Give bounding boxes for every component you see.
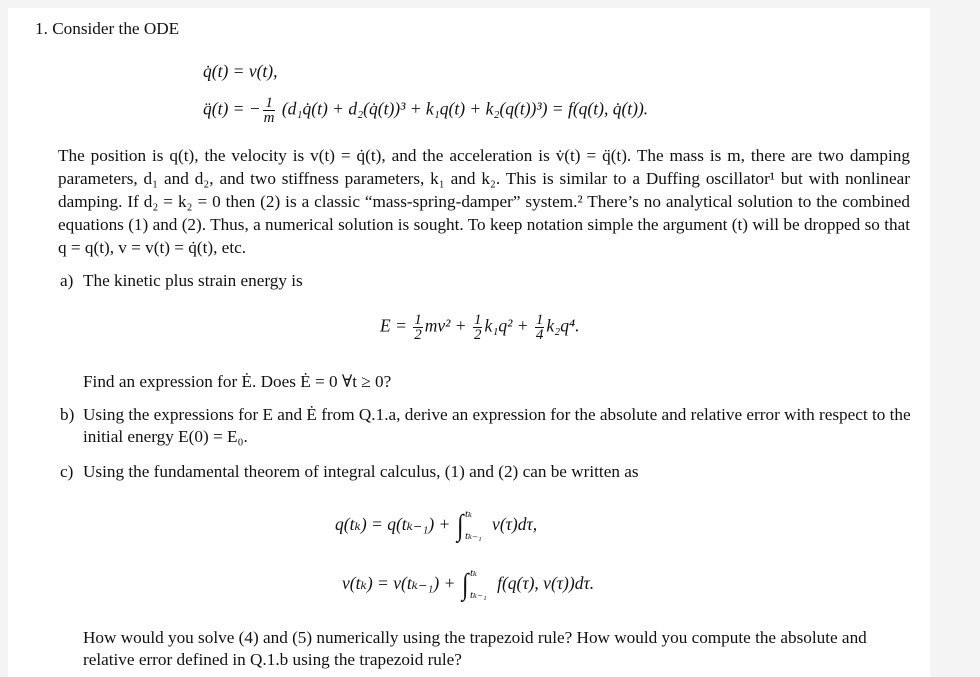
energy-term-2: k₁q² + xyxy=(484,315,529,336)
part-a-label: a) xyxy=(60,271,74,290)
problem-paragraph: The position is q(t), the velocity is v(t) = q̇(t), and the acceleration is v̇(t) = q̈(t). The mass is m, there are two damping parameters, d₁ and d₂, and two stiffness parameters, k₁ and k₂. This is similar to a Duffing oscillator¹ but with nonlinear damping. If d₂ = k₂ = 0 then (2) is a classic “mass-spring-damper” system.² There’s no analytical solution to the combined equations (1) and (2). Thus, a numerical solution is sought. To keep notation simple the argument (t) will be dropped so that q = q(t), v = v(t) = q̇(t), etc. xyxy=(58,146,910,257)
equation-5-lhs: v(tₖ) = v(tₖ₋₁) + xyxy=(342,573,456,594)
half-den: 2 xyxy=(414,327,422,343)
half-num-2: 1 xyxy=(473,312,482,328)
integral-sign: ∫ xyxy=(456,509,464,542)
upper-limit-2: tₖ xyxy=(470,567,478,579)
part-c-question: How would you solve (4) and (5) numerically using the trapezoid rule? How would you compute the absolute and relative error defined in Q.1.b using the trapezoid rule? xyxy=(83,628,867,669)
integral-sign-2: ∫ xyxy=(461,568,469,601)
energy-half-2 xyxy=(473,313,483,342)
fraction-numerator: 1 xyxy=(265,95,273,111)
half-num: 1 xyxy=(414,312,422,328)
lower-limit: tₖ₋₁ xyxy=(464,530,482,542)
equation-2-lhs: q̈(t) = − xyxy=(203,98,261,119)
part-a-question: Find an expression for Ė. Does Ė = 0 ∀t ≥ 0? xyxy=(83,372,392,391)
document-page xyxy=(8,8,930,677)
part-c-label: c) xyxy=(60,462,74,481)
part-b-text: Using the expressions for E and Ė from Q.1.a, derive an expression for the absolute and relative error with respect to the initial energy E(0) = E₀. xyxy=(83,405,911,446)
upper-limit: tₖ xyxy=(464,508,473,520)
equation-5-integrand: f(q(τ), v(τ))dτ. xyxy=(497,573,595,594)
part-b-label: b) xyxy=(60,405,75,424)
equation-4-lhs: q(tₖ) = q(tₖ₋₁) + xyxy=(335,514,451,535)
energy-term-1: mv² + xyxy=(424,315,467,336)
energy-term-3: k₂q⁴. xyxy=(546,315,580,336)
part-a-text: The kinetic plus strain energy is xyxy=(83,271,303,290)
integral-limits xyxy=(465,503,482,547)
lower-limit-2: tₖ₋₁ xyxy=(470,589,487,601)
equation-2 xyxy=(203,96,648,125)
energy-equation xyxy=(380,313,579,342)
quarter-num: 1 xyxy=(535,312,544,328)
half-den-2: 2 xyxy=(473,327,482,343)
equation-1: q̇(t) = v(t), xyxy=(203,61,278,81)
equation-5 xyxy=(342,563,594,607)
equation-2-rhs: (d₁q̇(t) + d₂(q̇(t))³ + k₁q(t) + k₂(q(t))³) = f(q(t), q̇(t)). xyxy=(281,98,649,119)
problem-heading: 1. Consider the ODE xyxy=(35,19,180,38)
part-c-text: Using the fundamental theorem of integral calculus, (1) and (2) can be written as xyxy=(83,462,639,481)
equation-2-fraction xyxy=(263,96,276,125)
energy-quarter xyxy=(535,313,545,342)
equation-4 xyxy=(335,504,537,548)
equation-4-integrand: v(τ)dτ, xyxy=(492,514,538,535)
quarter-den: 4 xyxy=(535,327,544,343)
energy-half-1 xyxy=(413,313,423,342)
integral-limits-2 xyxy=(470,562,487,606)
energy-lhs: E = xyxy=(380,315,407,336)
fraction-denominator: m xyxy=(263,110,275,126)
